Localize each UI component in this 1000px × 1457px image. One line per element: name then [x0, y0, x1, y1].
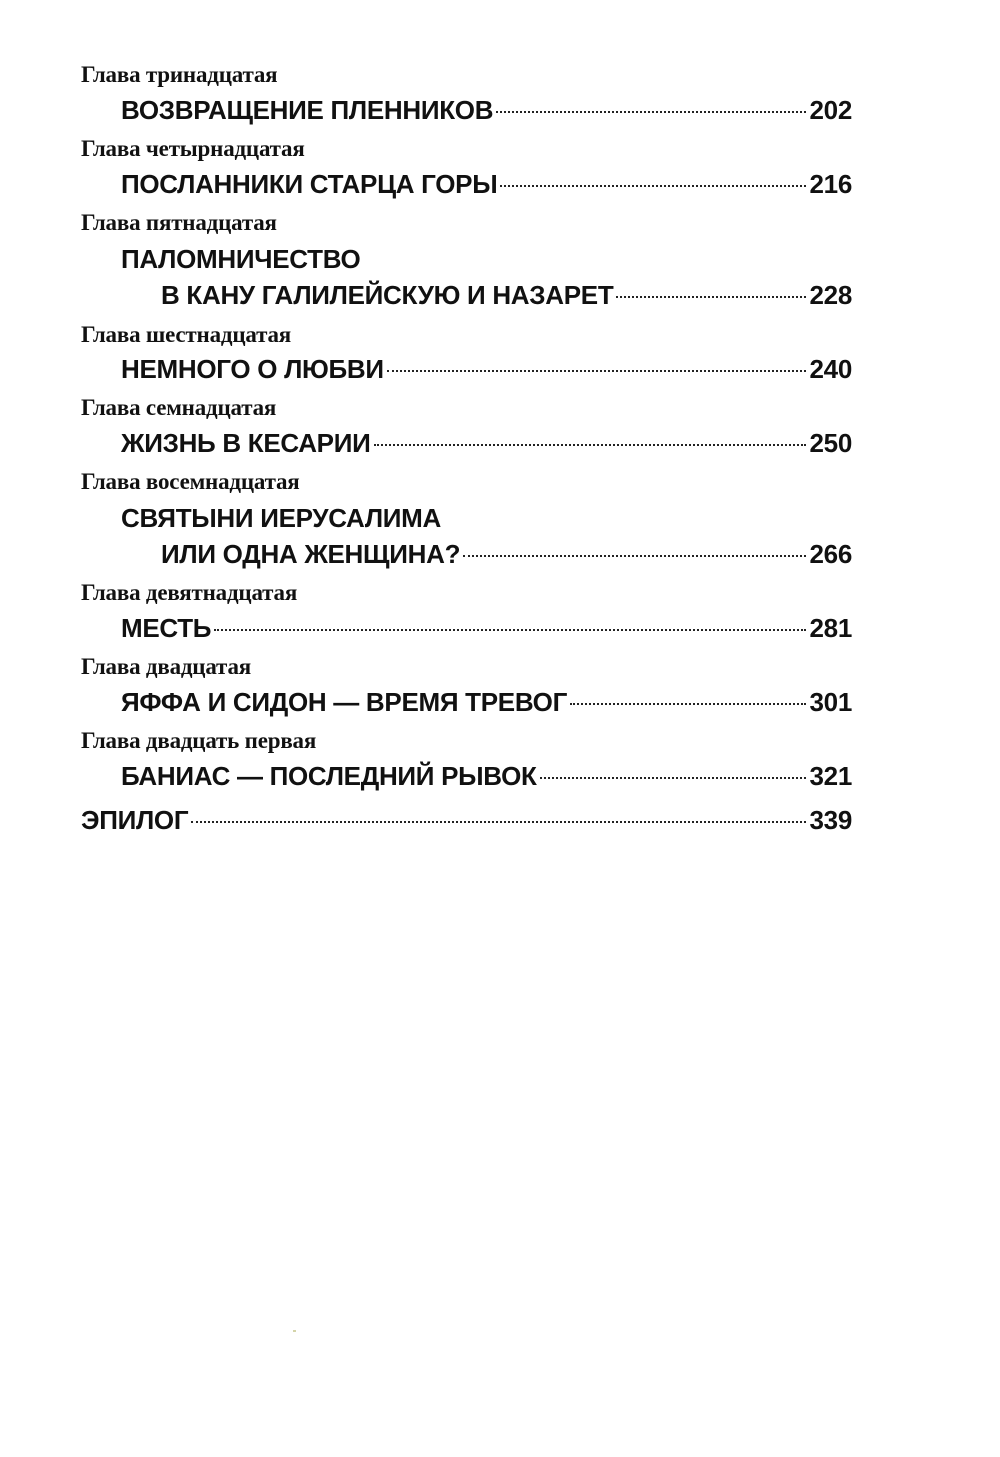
page-number: 301	[809, 687, 852, 717]
chapter-label: Глава двадцатая	[81, 654, 251, 679]
toc-entry-epilogue[interactable]	[81, 803, 852, 837]
chapter-title: ЖИЗНЬ В КЕСАРИИ	[121, 428, 371, 458]
chapter-title: МЕСТЬ	[121, 613, 212, 643]
toc-entry[interactable]	[121, 685, 852, 719]
dot-leader	[496, 111, 805, 113]
chapter-label: Глава тринадцатая	[81, 62, 278, 87]
toc-entry[interactable]	[121, 167, 852, 201]
chapter-title: ИЛИ ОДНА ЖЕНЩИНА?	[161, 539, 461, 569]
chapter-label: Глава пятнадцатая	[81, 210, 277, 235]
chapter-title: ЯФФА И СИДОН — ВРЕМЯ ТРЕВОГ	[121, 687, 568, 717]
epilogue-title: ЭПИЛОГ	[81, 805, 189, 835]
chapter-title: БАНИАС — ПОСЛЕДНИЙ РЫВОК	[121, 761, 537, 791]
chapter-title: В КАНУ ГАЛИЛЕЙСКУЮ И НАЗАРЕТ	[161, 280, 614, 310]
chapter-label: Глава двадцать первая	[81, 728, 317, 753]
chapter-title-line: ПАЛОМНИЧЕСТВО	[121, 244, 361, 274]
dot-leader	[540, 777, 806, 779]
toc-entry[interactable]	[121, 426, 852, 460]
chapter-label: Глава восемнадцатая	[81, 469, 300, 494]
page-number: 339	[809, 805, 852, 835]
chapter-title: ВОЗВРАЩЕНИЕ ПЛЕННИКОВ	[121, 95, 494, 125]
page-number: 281	[809, 613, 852, 643]
page-number: 321	[809, 761, 852, 791]
toc-entry[interactable]	[161, 278, 852, 312]
page-number: 216	[809, 169, 852, 199]
dot-leader	[463, 555, 805, 557]
toc-entry[interactable]	[121, 611, 852, 645]
chapter-label: Глава четырнадцатая	[81, 136, 305, 161]
page-number: 202	[809, 95, 852, 125]
page-number: 266	[809, 539, 852, 569]
dot-leader	[191, 821, 805, 823]
toc-entry[interactable]	[121, 759, 852, 793]
page-number: 250	[809, 428, 852, 458]
page-number: 240	[809, 354, 852, 384]
dot-leader	[500, 185, 805, 187]
chapter-title: ПОСЛАННИКИ СТАРЦА ГОРЫ	[121, 169, 498, 199]
chapter-title-line: СВЯТЫНИ ИЕРУСАЛИМА	[121, 503, 442, 533]
dot-leader	[374, 444, 806, 446]
chapter-label: Глава шестнадцатая	[81, 322, 291, 347]
paper-speck	[293, 1330, 296, 1332]
chapter-title: НЕМНОГО О ЛЮБВИ	[121, 354, 384, 384]
toc-entry[interactable]	[161, 537, 852, 571]
page-number: 228	[809, 280, 852, 310]
dot-leader	[616, 296, 805, 298]
chapter-label: Глава девятнадцатая	[81, 580, 298, 605]
chapter-label: Глава семнадцатая	[81, 395, 277, 420]
toc-entry[interactable]	[121, 93, 852, 127]
dot-leader	[387, 370, 806, 372]
dot-leader	[570, 703, 806, 705]
toc-entry[interactable]	[121, 352, 852, 386]
dot-leader	[214, 629, 805, 631]
